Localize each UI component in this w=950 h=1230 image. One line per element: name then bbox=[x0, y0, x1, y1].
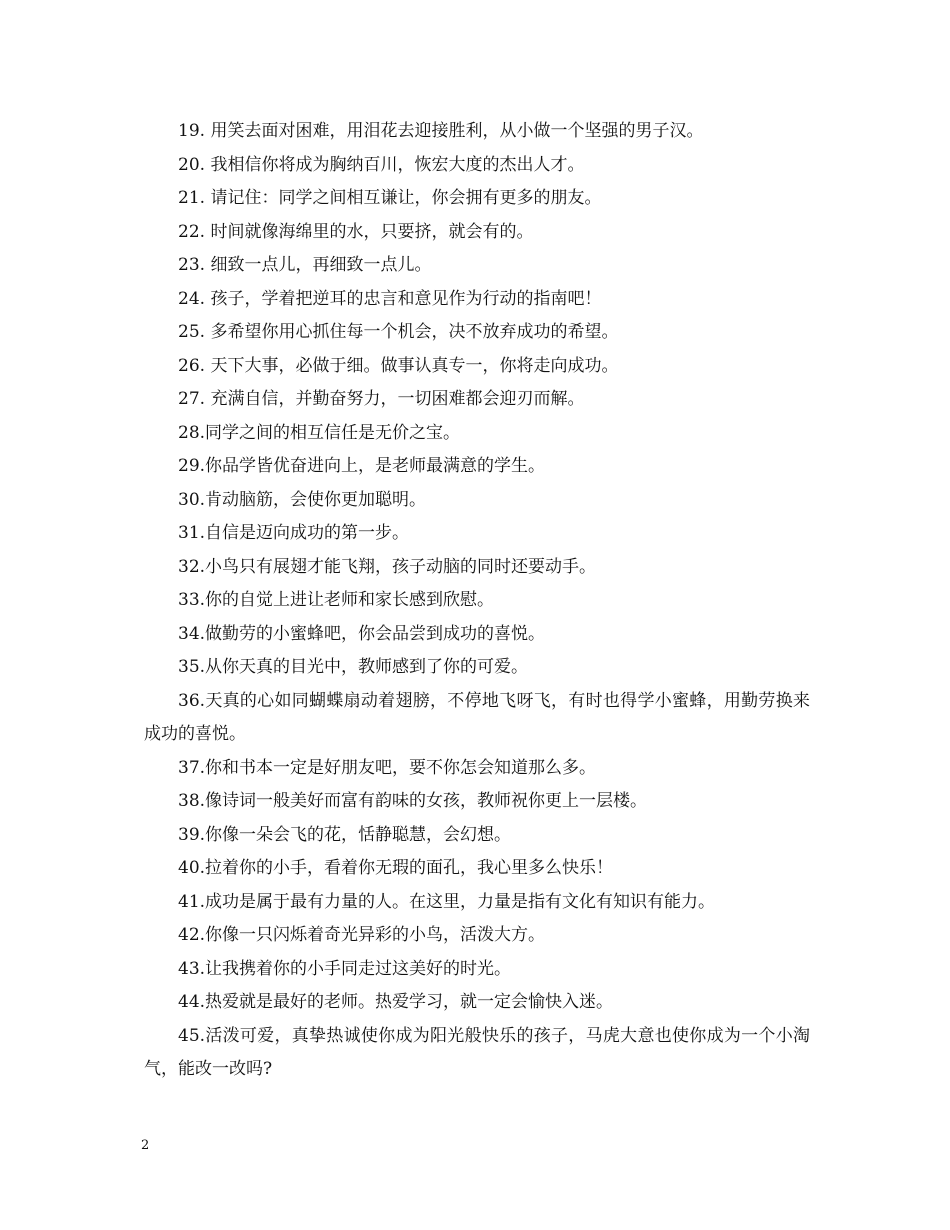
item-number: 39. bbox=[178, 824, 206, 845]
item-number: 34. bbox=[178, 623, 206, 644]
item-text: 你品学皆优奋进向上，是老师最满意的学生。 bbox=[205, 456, 546, 476]
item-number: 23. bbox=[178, 255, 206, 275]
item-text: 你的自觉上进让老师和家长感到欣慰。 bbox=[205, 590, 495, 610]
numbered-list bbox=[144, 115, 810, 1087]
item-text: 我相信你将成为胸纳百川，恢宏大度的杰出人才。 bbox=[210, 154, 585, 175]
item-number: 26. bbox=[178, 355, 206, 376]
item-number: 42. bbox=[178, 925, 206, 945]
item-text: 热爱就是最好的老师。热爱学习，就一定会愉快入迷。 bbox=[205, 992, 614, 1012]
item-number: 20. bbox=[178, 154, 206, 175]
list-item bbox=[144, 417, 810, 451]
list-item bbox=[144, 450, 810, 484]
item-number: 28. bbox=[178, 422, 206, 443]
list-item bbox=[144, 249, 810, 283]
list-item bbox=[144, 651, 810, 685]
item-number: 36. bbox=[178, 690, 206, 711]
item-number: 45. bbox=[178, 1025, 206, 1046]
item-text: 你像一朵会飞的花，恬静聪慧，会幻想。 bbox=[205, 824, 512, 845]
list-item bbox=[144, 350, 810, 384]
list-item bbox=[144, 383, 810, 417]
item-text: 肯动脑筋，会使你更加聪明。 bbox=[205, 489, 427, 510]
list-item bbox=[144, 852, 810, 886]
item-text: 多希望你用心抓住每一个机会，决不放弃成功的希望。 bbox=[210, 322, 619, 342]
item-number: 43. bbox=[178, 958, 206, 979]
item-text: 用笑去面对困难，用泪花去迎接胜利，从小做一个坚强的男子汉。 bbox=[210, 121, 704, 141]
item-number: 19. bbox=[178, 121, 206, 141]
item-number: 22. bbox=[178, 221, 206, 242]
item-text: 成功是属于最有力量的人。在这里，力量是指有文化有知识有能力。 bbox=[205, 891, 716, 912]
list-item bbox=[144, 584, 810, 618]
item-text: 做勤劳的小蜜蜂吧，你会品尝到成功的喜悦。 bbox=[205, 623, 546, 644]
list-item bbox=[144, 752, 810, 786]
item-number: 41. bbox=[178, 891, 206, 912]
item-text: 你和书本一定是好朋友吧，要不你怎会知道那么多。 bbox=[205, 757, 597, 778]
list-item bbox=[144, 618, 810, 652]
item-text: 小鸟只有展翅才能飞翔，孩子动脑的同时还要动手。 bbox=[205, 556, 597, 577]
item-number: 38. bbox=[178, 791, 206, 811]
list-item bbox=[144, 182, 810, 216]
list-item bbox=[144, 551, 810, 585]
item-text: 同学之间的相互信任是无价之宝。 bbox=[205, 422, 461, 443]
item-text: 天真的心如同蝴蝶扇动着翅膀，不停地飞呀飞，有时也得学小蜜蜂，用勤劳换来成功的喜悦。 bbox=[144, 690, 810, 744]
list-item bbox=[144, 785, 810, 819]
item-text: 拉着你的小手，看着你无瑕的面孔，我心里多么快乐！ bbox=[205, 858, 614, 878]
item-number: 25. bbox=[178, 322, 206, 342]
item-text: 天下大事，必做于细。做事认真专一，你将走向成功。 bbox=[210, 355, 619, 376]
item-text: 让我携着你的小手同走过这美好的时光。 bbox=[205, 958, 512, 979]
item-number: 37. bbox=[178, 757, 206, 778]
item-number: 44. bbox=[178, 992, 206, 1012]
item-text: 孩子，学着把逆耳的忠言和意见作为行动的指南吧！ bbox=[210, 288, 602, 309]
item-text: 时间就像海绵里的水，只要挤，就会有的。 bbox=[210, 221, 534, 242]
list-item bbox=[144, 1020, 810, 1087]
list-item bbox=[144, 953, 810, 987]
item-text: 从你天真的目光中，教师感到了你的可爱。 bbox=[205, 657, 529, 677]
item-number: 31. bbox=[178, 523, 206, 543]
list-item bbox=[144, 283, 810, 317]
list-item bbox=[144, 216, 810, 250]
item-text: 自信是迈向成功的第一步。 bbox=[205, 523, 410, 543]
item-text: 你像一只闪烁着奇光异彩的小鸟，活泼大方。 bbox=[205, 925, 546, 945]
item-text: 请记住：同学之间相互谦让，你会拥有更多的朋友。 bbox=[210, 188, 602, 208]
item-text: 充满自信，并勤奋努力，一切困难都会迎刃而解。 bbox=[210, 389, 585, 409]
list-item bbox=[144, 886, 810, 920]
list-item bbox=[144, 149, 810, 183]
item-text: 细致一点儿，再细致一点儿。 bbox=[210, 255, 432, 275]
item-number: 30. bbox=[178, 489, 206, 510]
list-item bbox=[144, 819, 810, 853]
list-item bbox=[144, 919, 810, 953]
list-item bbox=[144, 517, 810, 551]
item-number: 40. bbox=[178, 858, 206, 878]
item-number: 35. bbox=[178, 657, 206, 677]
list-item bbox=[144, 685, 810, 752]
list-item bbox=[144, 115, 810, 149]
list-item bbox=[144, 484, 810, 518]
item-number: 27. bbox=[178, 389, 206, 409]
item-number: 33. bbox=[178, 590, 206, 610]
item-number: 29. bbox=[178, 456, 206, 476]
list-item bbox=[144, 316, 810, 350]
page-number: 2 bbox=[141, 1138, 150, 1153]
item-number: 24. bbox=[178, 288, 206, 309]
item-number: 21. bbox=[178, 188, 206, 208]
item-text: 活泼可爱，真挚热诚使你成为阳光般快乐的孩子，马虎大意也使你成为一个小淘气，能改一改吗? bbox=[144, 1025, 810, 1079]
item-number: 32. bbox=[178, 556, 206, 577]
item-text: 像诗词一般美好而富有韵味的女孩，教师祝你更上一层楼。 bbox=[205, 791, 648, 811]
list-item bbox=[144, 986, 810, 1020]
